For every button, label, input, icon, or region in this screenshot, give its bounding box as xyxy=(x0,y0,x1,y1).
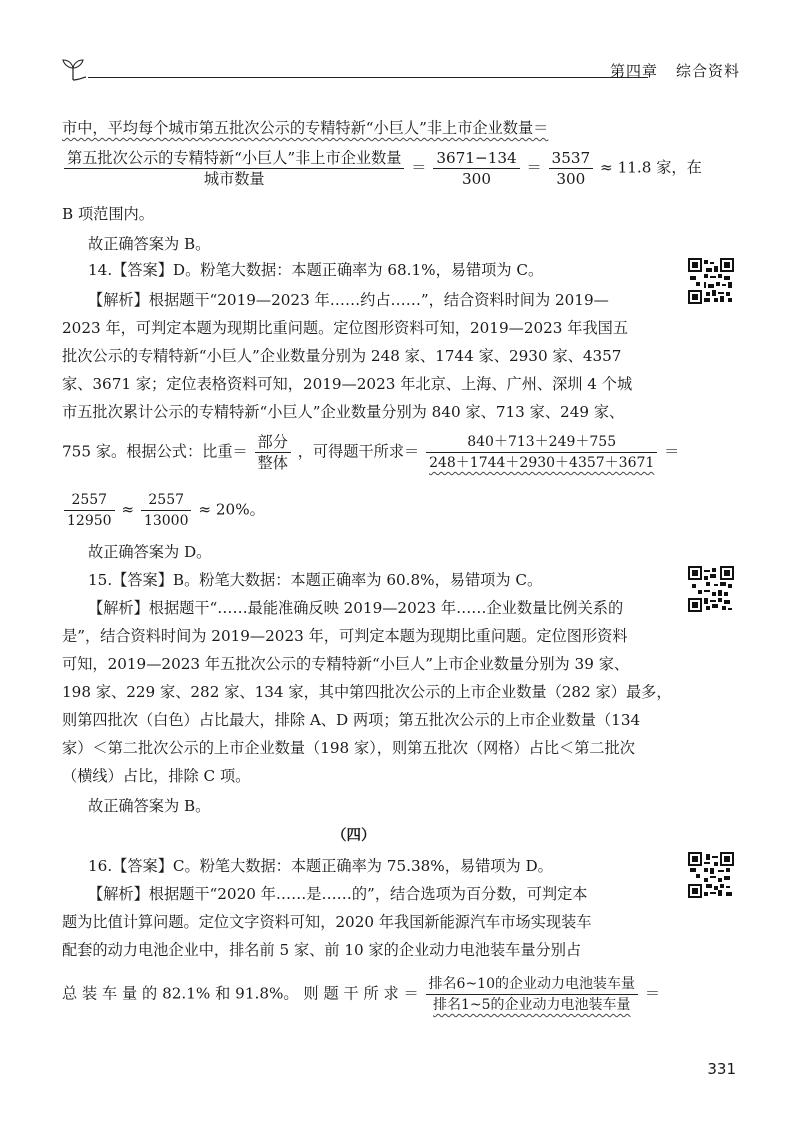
chapter-title xyxy=(610,60,740,81)
q15-analysis-7: （横线）占比，排除 C 项。 xyxy=(62,767,251,785)
q16-formula-line: 总 装 车 量 的 82.1% 和 91.8%。 则 题 干 所 求 ＝ $\frac{\text{排名6\textasciitilde{}10的企业动力电池装车量}}{\text{排名1\textasciitilde{}5的企业动力电池装车量}}$ ＝ xyxy=(62,976,660,1013)
q13-fraction-1: $\frac{\text{第五批次公示的专精特新“小巨人”非上市企业数量}}{\text{城市数量}}$ xyxy=(64,148,404,189)
q13-line-3: B 项范围内。 xyxy=(62,205,154,223)
q14-analysis-1: 【解析】根据题干“2019—2023 年……约占……”，结合资料时间为 2019— xyxy=(88,291,609,309)
q14-analysis-2: 2023 年，可判定本题为现期比重问题。定位图形资料可知，2019—2023 年我国五 xyxy=(62,319,629,337)
q16-analysis-3: 配套的动力电池企业中，排名前 5 家、前 10 家的企业动力电池装车量分别占 xyxy=(62,941,582,959)
q14-formula-line: 755 家。根据公式：比重＝ $\frac{\text{部分}}{\text{整体}}$ ，可得题干所求＝ $\frac{840+713+249+755}{248+1744+2930+4357+3671}$ ＝ xyxy=(62,433,680,472)
q14-fraction-c: $\frac{2557}{12950}$ xyxy=(64,490,115,531)
q14-fraction-sums: $\frac{840+713+249+755}{248+1744+2930+4357+3671}$ xyxy=(426,432,657,473)
q16-answer-line: 16.【答案】C。粉笔大数据：本题正确率为 75.38%，易错项为 D。 xyxy=(88,857,553,875)
chapter-name: 综合资料 xyxy=(675,62,740,80)
chapter-number: 第四章 xyxy=(609,62,658,80)
q15-analysis-4: 198 家、229 家、282 家、134 家，其中第四批次公示的上市企业数量（282 家）最多， xyxy=(62,683,672,701)
q16-analysis-1: 【解析】根据题干“2020 年……是……的”，结合选项为百分数，可判定本 xyxy=(88,885,588,903)
q15-analysis-5: 则第四批次（白色）占比最大，排除 A、D 两项；第五批次公示的上市企业数量（134 xyxy=(62,711,641,729)
qr-code-icon[interactable] xyxy=(688,566,734,612)
q15-analysis-1: 【解析】根据题干“……最能准确反映 2019—2023 年……企业数量比例关系的 xyxy=(88,599,624,617)
header-rule xyxy=(88,77,648,78)
qr-code-icon[interactable] xyxy=(688,258,734,304)
q14-conclusion: 故正确答案为 D。 xyxy=(88,543,212,561)
q14-fraction-part-whole: $\frac{\text{部分}}{\text{整体}}$ xyxy=(255,432,291,473)
qr-code-icon[interactable] xyxy=(688,852,734,898)
q13-conclusion: 故正确答案为 B。 xyxy=(88,235,211,253)
section-heading-four: （四） xyxy=(332,828,376,844)
q13-formula-line: $\frac{\text{第五批次公示的专精特新“小巨人”非上市企业数量}}{\text{城市数量}}$ ＝ $\frac{3671-134}{300}$ ＝ $\frac{3537}{300}$ ≈ 11.8 家，在 xyxy=(62,148,702,189)
q15-analysis-6: 家）＜第二批次公示的上市企业数量（198 家），则第五批次（网格）占比＜第二批次 xyxy=(62,739,635,757)
q14-analysis-3: 批次公示的专精特新“小巨人”企业数量分别为 248 家、1744 家、2930 家、4357 xyxy=(62,347,622,365)
q16-analysis-2: 题为比值计算问题。定位文字资料可知，2020 年我国新能源汽车市场实现装车 xyxy=(62,913,592,931)
q14-fraction-d: $\frac{2557}{13000}$ xyxy=(141,490,192,531)
q13-fraction-2: $\frac{3671-134}{300}$ xyxy=(433,148,519,189)
q15-conclusion: 故正确答案为 B。 xyxy=(88,797,211,815)
page-number: 331 xyxy=(707,1060,736,1078)
q14-analysis-5: 市五批次累计公示的专精特新“小巨人”企业数量分别为 840 家、713 家、249 家、 xyxy=(62,403,625,421)
q15-analysis-3: 可知，2019—2023 年五批次公示的专精特新“小巨人”上市企业数量分别为 39 家、 xyxy=(62,655,630,673)
q14-analysis-4: 家、3671 家；定位表格资料可知，2019—2023 年北京、上海、广州、深圳 4 个城 xyxy=(62,375,633,393)
q13-line-1 xyxy=(62,116,548,141)
q13-text-1: 市中，平均每个城市第五批次公示的专精特新“小巨人”非上市企业数量＝ xyxy=(62,119,549,137)
q14-result-line: $\frac{2557}{12950}$ ≈ $\frac{2557}{13000}$ ≈ 20%。 xyxy=(62,490,265,531)
q14-answer-line: 14.【答案】D。粉笔大数据：本题正确率为 68.1%，易错项为 C。 xyxy=(88,261,544,279)
q16-fraction: $\frac{\text{排名6\textasciitilde{}10的企业动力电池装车量}}{\text{排名1\textasciitilde{}5的企业动力电池装车量}}$ xyxy=(426,974,638,1015)
q15-answer-line: 15.【答案】B。粉笔大数据：本题正确率为 60.8%，易错项为 C。 xyxy=(88,571,543,589)
q13-fraction-3: $\frac{3537}{300}$ xyxy=(549,148,594,189)
q15-analysis-2: 是”，结合资料时间为 2019—2023 年，可判定本题为现期比重问题。定位图形资料 xyxy=(62,627,628,645)
q13-result: ≈ 11.8 家，在 xyxy=(600,158,702,177)
page-header xyxy=(60,58,740,84)
sprout-icon xyxy=(60,58,86,82)
